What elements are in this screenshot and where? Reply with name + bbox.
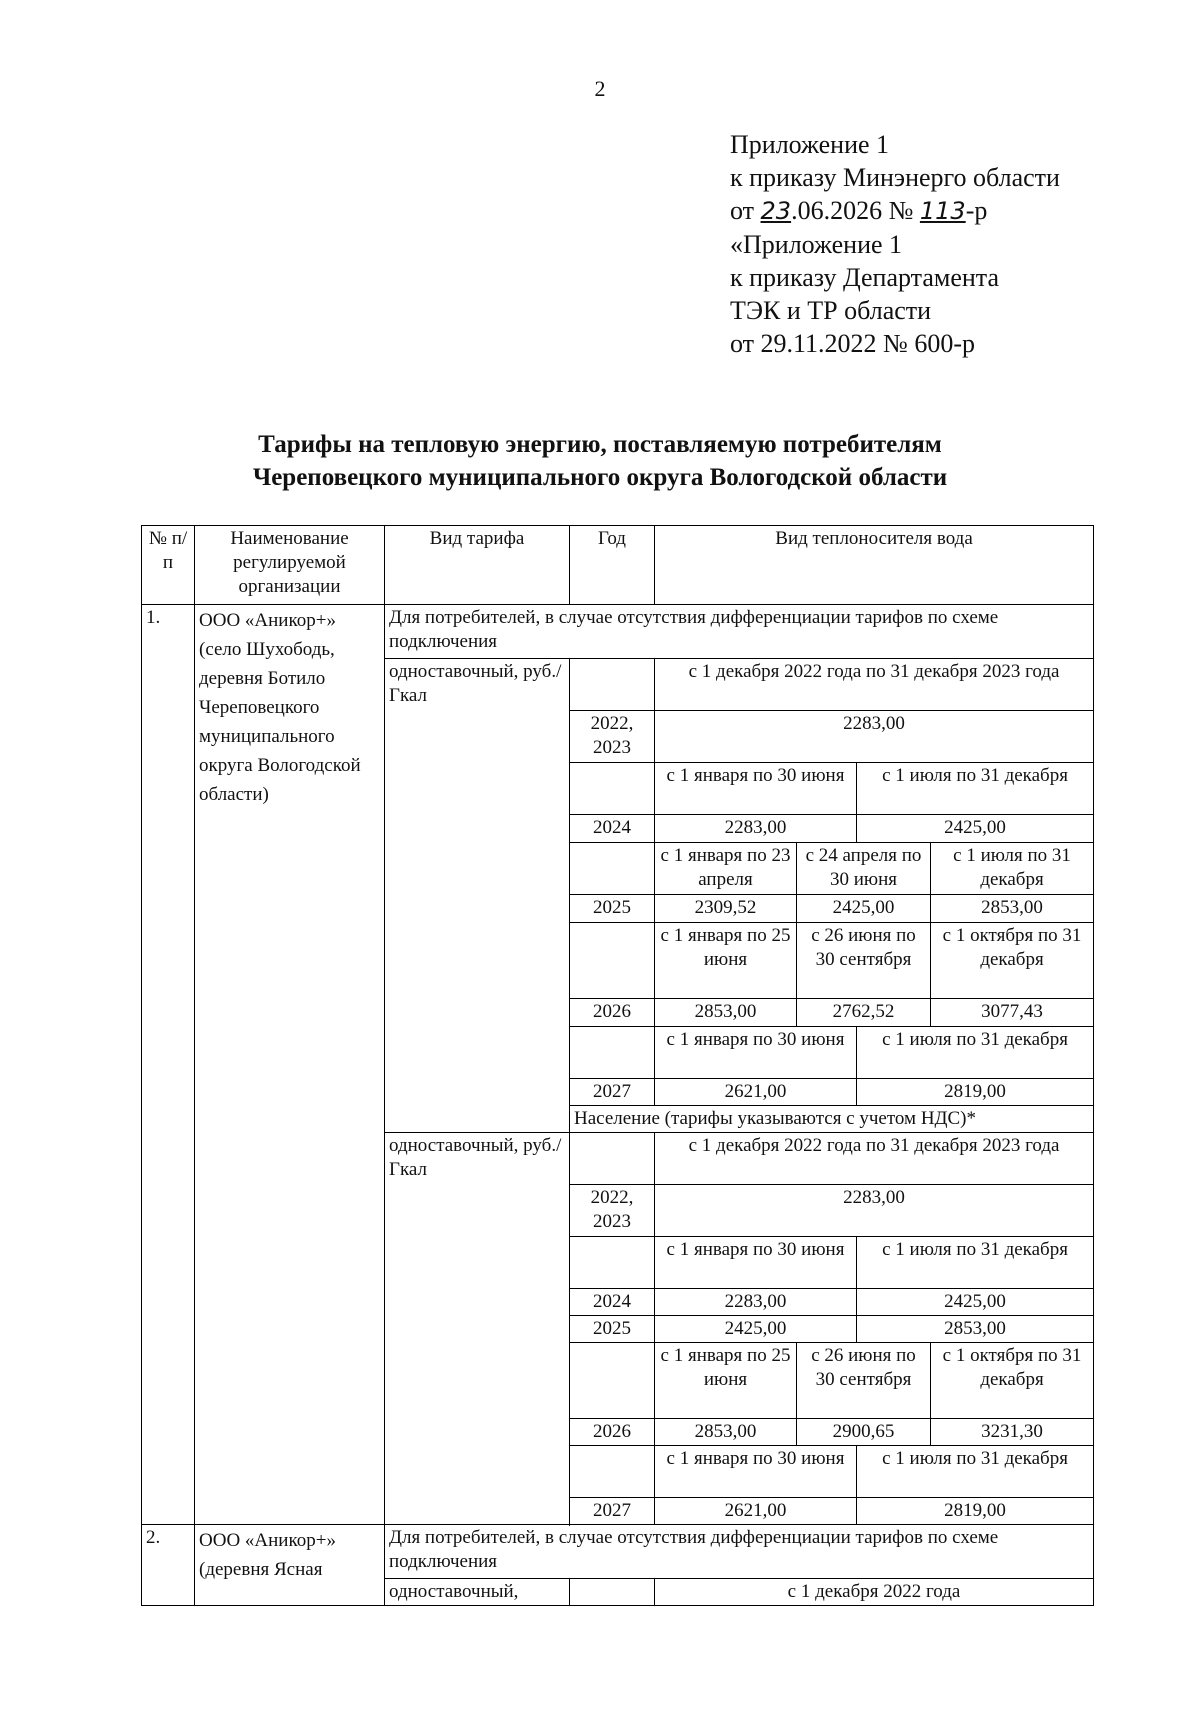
value-2025-2: 2425,00 [797,895,931,923]
tariff-type: одноставочный, руб./Гкал [385,659,570,1133]
page-number: 2 [594,76,606,101]
table-row [142,1525,1094,1579]
year-empty [570,843,655,895]
value-2026-3: 3077,43 [931,999,1094,1027]
period-2022: с 1 декабря 2022 года [655,1579,1094,1606]
header-tariff: Вид тарифа [385,526,570,605]
period-jul-dec: с 1 июля по 31 декабря [857,1027,1094,1079]
value-2025-2: 2853,00 [857,1316,1094,1343]
period-2022: с 1 декабря 2022 года по 31 декабря 2023 года [655,659,1094,711]
year-2022: 2022, 2023 [570,1185,655,1237]
value-2024-2: 2425,00 [857,1289,1094,1316]
section-consumers: Для потребителей, в случае отсутствия дифференциации тарифов по схеме подключения [385,605,1094,659]
row-number: 1. [142,605,195,1525]
appendix-line: ТЭК и ТР области [730,296,932,325]
header-num: № п/п [142,526,195,605]
period-jun26-sep30: с 26 июня по 30 сентября [797,923,931,999]
year-2026: 2026 [570,1419,655,1446]
value-2024-1: 2283,00 [655,1289,857,1316]
header-year: Год [570,526,655,605]
tariff-table [141,525,1094,1606]
value-2027-2: 2819,00 [857,1079,1094,1106]
handwritten-day: 23 [760,197,792,225]
value-2026-1: 2853,00 [655,999,797,1027]
period-jan-jun: с 1 января по 30 июня [655,1027,857,1079]
header-carrier: Вид теплоносителя вода [655,526,1094,605]
value-2024-2: 2425,00 [857,815,1094,843]
tariff-type: одноставочный, руб./Гкал [385,1133,570,1525]
year-2022: 2022, 2023 [570,711,655,763]
appendix-line: от 29.11.2022 № 600-р [730,329,976,358]
year-empty [570,659,655,711]
header-org: Наименование регулируемой организации [195,526,385,605]
value-2026-3: 3231,30 [931,1419,1094,1446]
value-2026-2: 2762,52 [797,999,931,1027]
year-empty [570,1133,655,1185]
year-empty [570,763,655,815]
year-2024: 2024 [570,815,655,843]
period-jan-jun: с 1 января по 30 июня [655,1446,857,1498]
document-title [0,428,1200,494]
value-2026-1: 2853,00 [655,1419,797,1446]
value-2027-1: 2621,00 [655,1498,857,1525]
appendix-date-prefix: от [730,196,761,225]
appendix-date-mid: .06.2026 № [791,196,920,225]
appendix-line: к приказу Департамента [730,263,1000,292]
appendix-line: Приложение 1 [730,130,890,159]
year-empty [570,1343,655,1419]
appendix-line: к приказу Минэнерго области [730,163,1060,192]
period-oct-dec: с 1 октября по 31 декабря [931,923,1094,999]
value-2026-2: 2900,65 [797,1419,931,1446]
period-2022: с 1 декабря 2022 года по 31 декабря 2023 года [655,1133,1094,1185]
value-2025-1: 2425,00 [655,1316,857,1343]
period-oct-dec: с 1 октября по 31 декабря [931,1343,1094,1419]
year-empty [570,923,655,999]
section-consumers: Для потребителей, в случае отсутствия дифференциации тарифов по схеме подключения [385,1525,1094,1579]
row-number: 2. [142,1525,195,1606]
appendix-date-line [730,194,1060,228]
period-jun26-sep30: с 26 июня по 30 сентября [797,1343,931,1419]
title-line: Череповецкого муниципального округа Вологодской области [252,464,948,491]
period-jan-jun: с 1 января по 30 июня [655,1237,857,1289]
year-empty [570,1027,655,1079]
appendix-block [730,128,1060,360]
value-2022: 2283,00 [655,711,1094,763]
year-empty [570,1446,655,1498]
tariff-type: одноставочный, [385,1579,570,1606]
year-2024: 2024 [570,1289,655,1316]
period-apr24-jun30: с 24 апреля по 30 июня [797,843,931,895]
year-2027: 2027 [570,1079,655,1106]
year-2025: 2025 [570,1316,655,1343]
year-empty [570,1579,655,1606]
value-2025-3: 2853,00 [931,895,1094,923]
year-2025: 2025 [570,895,655,923]
section-population: Население (тарифы указываются с учетом НДС)* [570,1106,1094,1133]
period-jan-jun25: с 1 января по 25 июня [655,923,797,999]
year-2027: 2027 [570,1498,655,1525]
year-2026: 2026 [570,999,655,1027]
organization-name: ООО «Аникор+» (деревня Ясная [195,1525,385,1606]
appendix-date-suffix: -р [965,196,988,225]
period-jul-dec: с 1 июля по 31 декабря [857,1237,1094,1289]
period-jul-dec: с 1 июля по 31 декабря [857,1446,1094,1498]
period-jul-dec: с 1 июля по 31 декабря [857,763,1094,815]
period-jan-jun25: с 1 января по 25 июня [655,1343,797,1419]
title-line: Тарифы на тепловую энергию, поставляемую потребителям [258,431,942,458]
appendix-line: «Приложение 1 [730,230,903,259]
period-jul-dec: с 1 июля по 31 декабря [931,843,1094,895]
handwritten-number: 113 [919,197,966,225]
table-header-row [142,526,1094,605]
period-jan-apr23: с 1 января по 23 апреля [655,843,797,895]
period-jan-jun: с 1 января по 30 июня [655,763,857,815]
value-2027-2: 2819,00 [857,1498,1094,1525]
organization-name: ООО «Аникор+» (село Шухободь, деревня Ботило Череповецкого муниципального округа Вологодской области) [195,605,385,1525]
value-2022: 2283,00 [655,1185,1094,1237]
value-2027-1: 2621,00 [655,1079,857,1106]
year-empty [570,1237,655,1289]
value-2024-1: 2283,00 [655,815,857,843]
table-row [142,605,1094,659]
value-2025-1: 2309,52 [655,895,797,923]
